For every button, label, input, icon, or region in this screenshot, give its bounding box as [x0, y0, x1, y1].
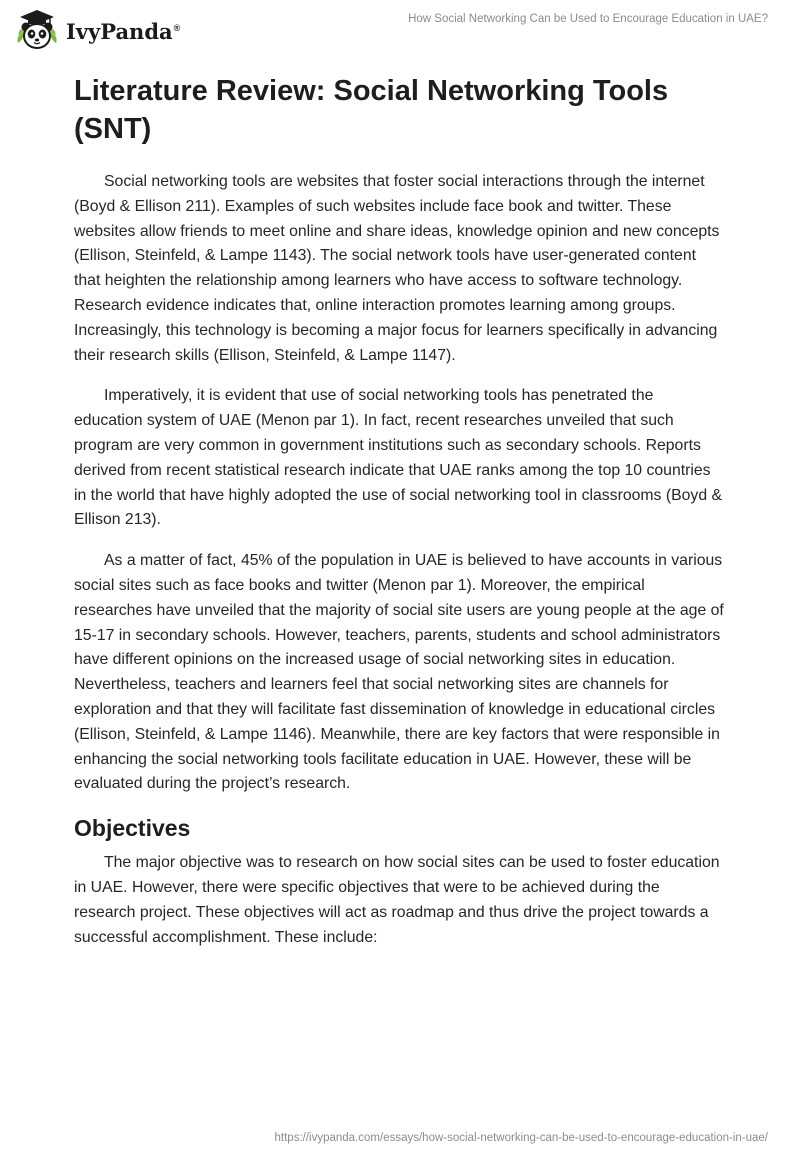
ivypanda-logo[interactable]: [14, 7, 180, 53]
page-title: Literature Review: Social Networking Tools (SNT): [74, 75, 669, 145]
article-body: [74, 72, 724, 966]
page-header: [0, 0, 800, 60]
objectives-paragraph: The major objective was to research on how social sites can be used to foster education in UAE. However, there were specific objectives that were to be achieved during the research project. These objectives will act as roadmap and thus drive the project towards a successful accomplishment. These include:: [74, 854, 720, 946]
paragraph-1: Social networking tools are websites that foster social interactions through the internet (Boyd & Ellison 211). Examples of such websites include face book and twitter. These websites allow friends to meet online and share ideas, knowledge opinion and new concepts (Ellison, Steinfeld, & Lampe 1143). The social network tools have user-generated content that heighten the relationship among learners who have access to software technology. Research evidence indicates that, online interaction promotes learning among groups. Increasingly, this technology is becoming a major focus for learners specifically in advancing their research skills (Ellison, Steinfeld, & Lampe 1147).: [74, 173, 720, 364]
footer-url[interactable]: https://ivypanda.com/essays/how-social-networking-can-be-used-to-encourage-education-in-uae/: [274, 1132, 768, 1144]
objectives-heading: Objectives: [74, 815, 191, 842]
panda-graduate-logo-icon: [14, 7, 60, 53]
document-title: How Social Networking Can be Used to Encourage Education in UAE?: [408, 13, 768, 25]
logo-wordmark: IvyPanda®: [66, 18, 181, 44]
paragraph-3: As a matter of fact, 45% of the population in UAE is believed to have accounts in various social sites such as face books and twitter (Menon par 1). Moreover, the empirical researches have unveiled that the majority of social site users are young people at the age of 15-17 in secondary schools. However, teachers, parents, students and school administrators have different opinions on the increased usage of social networking sites in education. Nevertheless, teachers and learners feel that social networking sites are channels for exploration and that they will facilitate fast dissemination of knowledge in educational circles (Ellison, Steinfeld, & Lampe 1146). Meanwhile, there are key factors that were responsible in enhancing the social networking tools facilitate education in UAE. However, these will be evaluated during the project’s research.: [74, 552, 724, 793]
paragraph-2: Imperatively, it is evident that use of social networking tools has penetrated the education system of UAE (Menon par 1). In fact, recent researches unveiled that such program are very common in government institutions such as secondary schools. Reports derived from recent statistical research indicate that UAE ranks among the top 10 countries in the world that have highly adopted the use of social networking tool in classrooms (Boyd & Ellison 213).: [74, 387, 723, 529]
